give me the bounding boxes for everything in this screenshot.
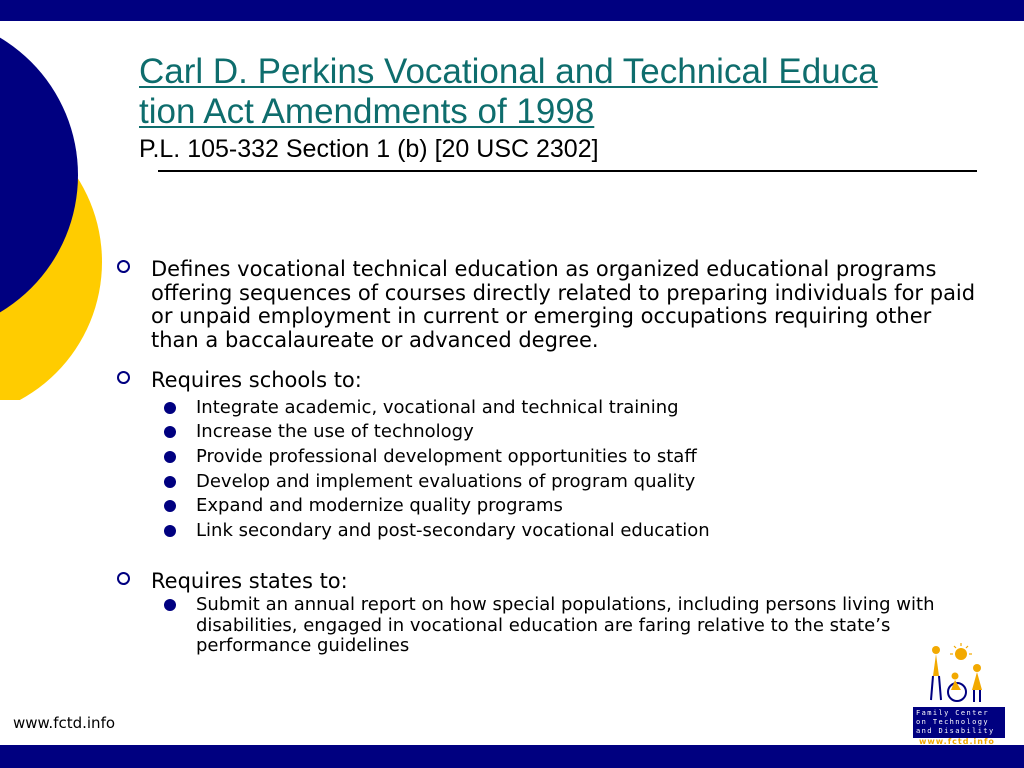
title-block [139, 52, 984, 164]
list-item: Integrate academic, vocational and technical training [112, 396, 982, 421]
filled-dot-icon [164, 599, 176, 611]
list-item: Submit an annual report on how special populations, including persons living with disabilities, engaged in vocational education are faring relative to the state’s performance guidelines [112, 595, 982, 657]
filled-dot-icon [164, 426, 176, 438]
bullet-text: Requires schools to: [151, 368, 362, 392]
filled-dot-icon [164, 451, 176, 463]
filled-dot-icon [164, 402, 176, 414]
logo-url: www.fctd.info [919, 737, 995, 746]
decorative-circles [0, 0, 110, 400]
hollow-circle-icon [117, 371, 130, 384]
slide-subtitle: P.L. 105-332 Section 1 (b) [20 USC 2302] [139, 135, 599, 163]
schools-sub-list [112, 396, 982, 544]
list-item: Expand and modernize quality programs [112, 494, 982, 519]
bullet-text: Requires states to: [151, 568, 348, 593]
filled-dot-icon [164, 476, 176, 488]
top-banner-bar [0, 0, 1024, 21]
bullet-text: Defines vocational technical education as organized educational programs offering sequences of courses directly related to preparing individuals for paid or unpaid employment in current or emerging occupations requiring other than a baccalaureate or advanced degree. [151, 257, 976, 352]
footer-url[interactable]: www.fctd.info [13, 714, 116, 732]
states-sub-list [112, 595, 982, 657]
bullet-definition [112, 258, 982, 352]
bullet-content [112, 258, 982, 657]
slide-title-link[interactable] [139, 52, 984, 132]
title-divider [158, 170, 977, 172]
list-item: Provide professional development opportunities to staff [112, 445, 982, 470]
hollow-circle-icon [117, 572, 130, 585]
family-figures-icon [911, 640, 1007, 706]
fctd-logo [911, 640, 1007, 746]
filled-dot-icon [164, 500, 176, 512]
title-line-1[interactable]: Carl D. Perkins Vocational and Technical Educa [139, 52, 878, 91]
list-item: Develop and implement evaluations of program quality [112, 470, 982, 495]
bullet-states [112, 570, 982, 594]
list-item: Link secondary and post-secondary vocational education [112, 519, 982, 544]
bottom-banner-bar [0, 745, 1024, 768]
bullet-schools [112, 369, 982, 393]
list-item: Increase the use of technology [112, 420, 982, 445]
logo-wordmark: Family Center on Technology and Disability [913, 707, 1005, 738]
filled-dot-icon [164, 525, 176, 537]
title-line-2[interactable]: tion Act Amendments of 1998 [139, 92, 595, 131]
hollow-circle-icon [117, 260, 130, 273]
